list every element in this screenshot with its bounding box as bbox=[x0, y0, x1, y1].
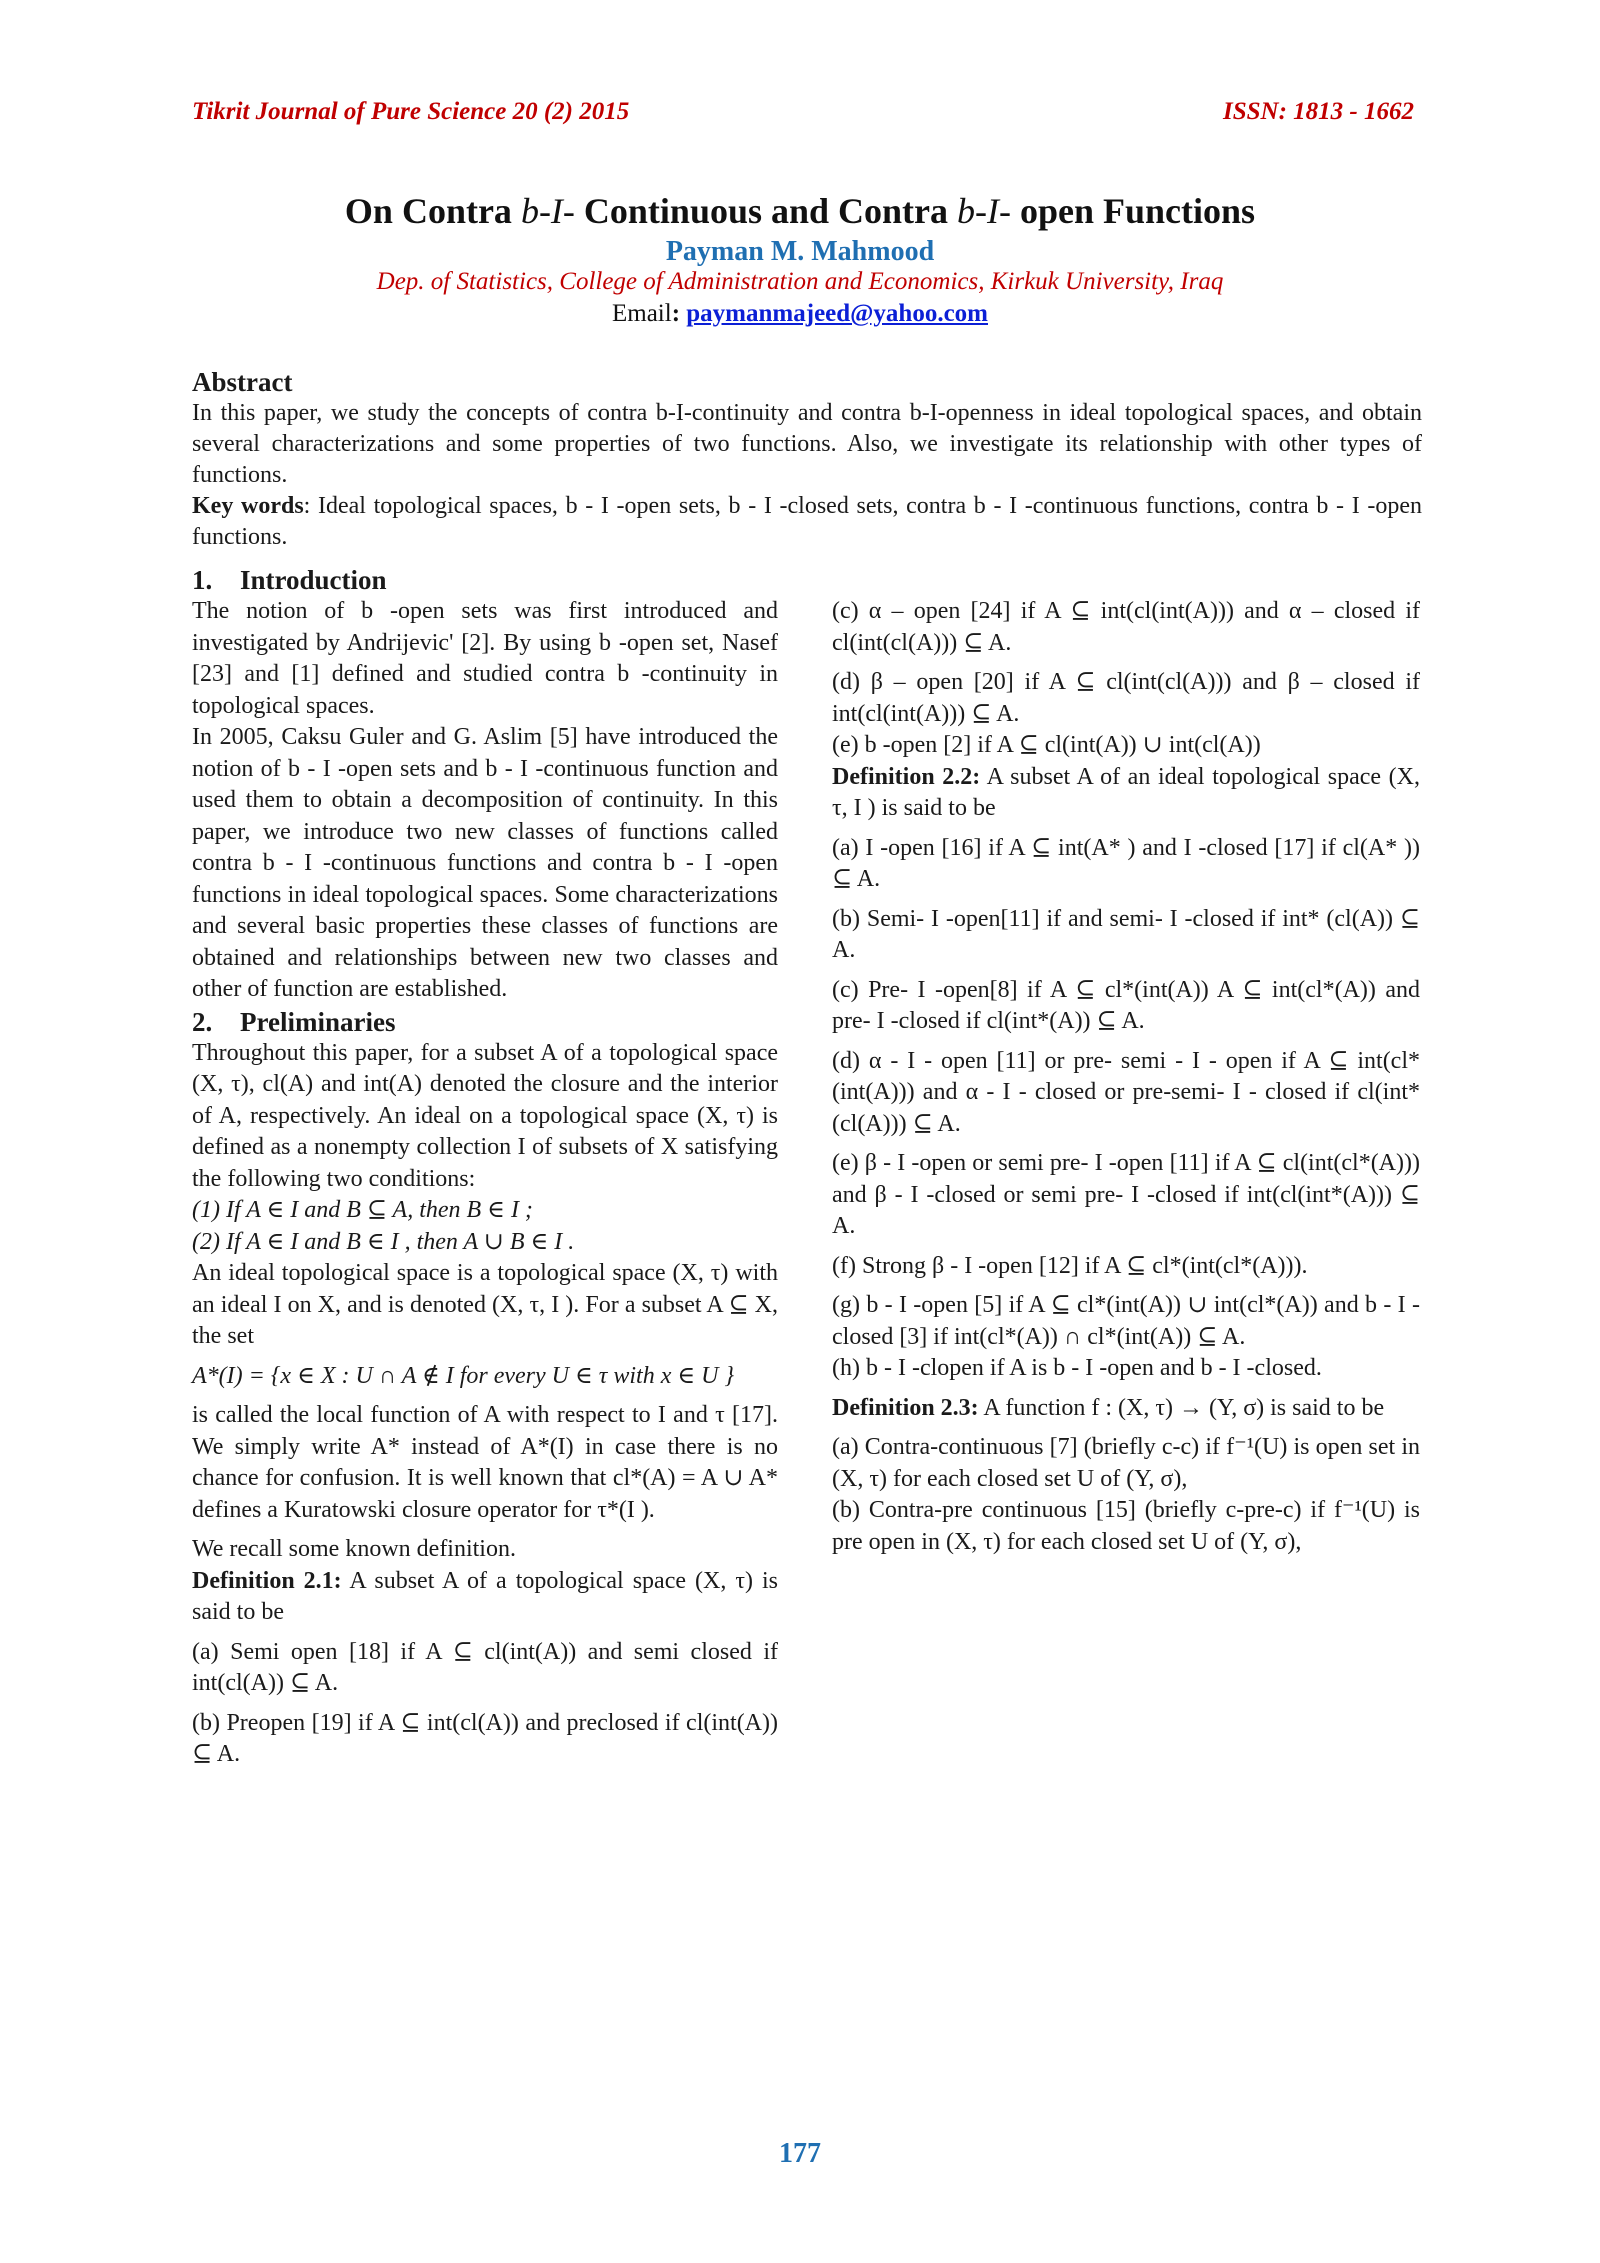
page-number: 177 bbox=[779, 2138, 821, 2169]
title-part: On Contra bbox=[344, 191, 521, 231]
intro-paragraph-2: In 2005, Caksu Guler and G. Aslim [5] have introduced the notion of b - I -open sets and b - I -continuous function and used them to obtain a decomposition of continuity. In this paper, we introduce two new classes of functions called contra b - I -continuous functions and contra b - I -open functions in ideal topological spaces. Some characterizations and several basic properties these classes of functions are obtained and relationships between new two classes and other of function are established. bbox=[192, 724, 778, 1002]
abstract-heading: Abstract bbox=[192, 367, 293, 397]
email-label: Email bbox=[611, 300, 672, 327]
definition-label: Definition 2.2: bbox=[832, 763, 981, 790]
title-part-math: b-I- bbox=[520, 191, 575, 231]
definition-text: A function f : (X, τ) → (Y, σ) is said to be bbox=[978, 1394, 1385, 1421]
affiliation: Dep. of Statistics, College of Administration and Economics, Kirkuk University, Iraq bbox=[376, 268, 1224, 295]
def21-item-c: (c) α – open [24] if A ⊆ int(cl(int(A))) and α – closed if cl(int(cl(A))) ⊆ A. bbox=[832, 598, 1420, 656]
def22-item-c: (c) Pre- I -open[8] if A ⊆ cl*(int(A)) A ⊆ int(cl*(A)) and pre- I -closed if cl(int*(A)) ⊆ A. bbox=[832, 976, 1420, 1034]
section-title: Preliminaries bbox=[240, 1006, 396, 1037]
def23-item-a: (a) Contra-continuous [7] (briefly c-c) if f⁻¹(U) is open set in (X, τ) for each closed set U of (Y, σ), bbox=[832, 1434, 1420, 1492]
title-part: open Functions bbox=[1011, 191, 1256, 231]
def22-item-h: (h) b - I -clopen if A is b - I -open and b - I -closed. bbox=[832, 1355, 1322, 1381]
left-column bbox=[192, 564, 778, 1771]
definition-2-3 bbox=[832, 1393, 1420, 1425]
right-column bbox=[832, 596, 1420, 1558]
local-function-formula: A*(I) = {x ∈ X : U ∩ A ∉ I for every U ∈ τ with x ∈ U } bbox=[192, 1362, 735, 1389]
def22-item-d: (d) α - I - open [11] or pre- semi - I - open if A ⊆ int(cl*(int(A))) and α - I - closed or pre-semi- I - closed if cl(int*(cl(A))) ⊆ A. bbox=[832, 1047, 1420, 1137]
email-link[interactable]: paymanmajeed@yahoo.com bbox=[686, 300, 988, 327]
title-part: Continuous and Contra bbox=[574, 191, 958, 231]
email-line bbox=[0, 300, 1600, 328]
prelim-paragraph-2: An ideal topological space is a topological space (X, τ) with an ideal I on X, and is denoted (X, τ, I ). For a subset A ⊆ X, the set bbox=[192, 1260, 778, 1349]
def22-item-f: (f) Strong β - I -open [12] if A ⊆ cl*(int(cl*(A))). bbox=[832, 1252, 1308, 1279]
journal-running-head: Tikrit Journal of Pure Science 20 (2) 2015 bbox=[192, 98, 630, 125]
keywords bbox=[192, 491, 1422, 553]
keywords-label: Key words bbox=[192, 493, 304, 519]
email-sep: : bbox=[671, 300, 687, 327]
def23-item-b: (b) Contra-pre continuous [15] (briefly c-pre-c) if f⁻¹(U) is pre open in (X, τ) for each closed set U of (Y, σ), bbox=[832, 1497, 1420, 1555]
paper-title bbox=[0, 190, 1600, 232]
section-heading-introduction bbox=[192, 564, 778, 596]
def21-item-a: (a) Semi open [18] if A ⊆ cl(int(A)) and semi closed if int(cl(A)) ⊆ A. bbox=[192, 1638, 778, 1696]
definition-text: A subset A of a topological space (X, τ) is said to be bbox=[192, 1567, 778, 1625]
section-title: Introduction bbox=[240, 565, 387, 595]
keywords-text: : Ideal topological spaces, b - I -open sets, b - I -closed sets, contra b - I -continuous functions, contra b - I -open functions. bbox=[192, 493, 1422, 550]
definition-label: Definition 2.3: bbox=[832, 1394, 979, 1421]
section-heading-preliminaries bbox=[192, 1006, 778, 1038]
def22-item-g: (g) b - I -open [5] if A ⊆ cl*(int(A)) ∪ int(cl*(A)) and b - I -closed [3] if int(cl*(A)) ∩ cl*(int(A)) ⊆ A. bbox=[832, 1292, 1420, 1350]
definition-text: A subset A of an ideal topological space (X, τ, I ) is said to be bbox=[832, 763, 1421, 821]
abstract-text: In this paper, we study the concepts of contra b-I-continuity and contra b-I-openness in ideal topological spaces, and obtain several characterizations and some properties of two functions. Also, we investigate its relationship with other types of functions. bbox=[192, 400, 1422, 488]
def22-item-e: (e) β - I -open or semi pre- I -open [11] if A ⊆ cl(int(cl*(A))) and β - I -closed or semi pre- I -closed if int(cl(int*(A))) ⊆ A. bbox=[832, 1150, 1420, 1239]
def21-item-d: (d) β – open [20] if A ⊆ cl(int(cl(A))) and β – closed if int(cl(int(A))) ⊆ A. bbox=[832, 669, 1420, 727]
def22-item-b: (b) Semi- I -open[11] if and semi- I -closed if int* (cl(A)) ⊆ A. bbox=[832, 905, 1420, 963]
def21-item-e: (e) b -open [2] if A ⊆ cl(int(A)) ∪ int(cl(A)) bbox=[832, 732, 1261, 758]
issn-running-head: ISSN: 1813 - 1662 bbox=[1223, 98, 1414, 125]
definition-2-1 bbox=[192, 1566, 778, 1629]
abstract-section bbox=[192, 366, 1422, 553]
intro-paragraph-1: The notion of b -open sets was first introduced and investigated by Andrijevic' [2]. By using b -open set, Nasef [23] and [1] defined and studied contra b -continuity in topological spaces. bbox=[192, 598, 778, 719]
ideal-condition-2: (2) If A ∈ I and B ∈ I , then A ∪ B ∈ I . bbox=[192, 1228, 575, 1255]
definition-label: Definition 2.1: bbox=[192, 1567, 342, 1594]
def22-item-a: (a) I -open [16] if A ⊆ int(A* ) and I -closed [17] if cl(A* )) ⊆ A. bbox=[832, 834, 1420, 892]
prelim-paragraph-4: We recall some known definition. bbox=[192, 1536, 516, 1562]
prelim-paragraph-3: is called the local function of A with respect to I and τ [17]. We simply write A* instead of A*(I) in case there is no chance for confusion. It is well known that cl*(A) = A ∪ A* defines a Kuratowski closure operator for τ*(I ). bbox=[192, 1402, 778, 1523]
definition-2-2 bbox=[832, 762, 1420, 825]
prelim-paragraph-1: Throughout this paper, for a subset A of a topological space (X, τ), cl(A) and int(A) denoted the closure and the interior of A, respectively. An ideal on a topological space (X, τ) is defined as a nonempty collection I of subsets of X satisfying the following two conditions: bbox=[192, 1039, 778, 1192]
section-number: 1. bbox=[192, 565, 213, 595]
author-name: Payman M. Mahmood bbox=[665, 236, 935, 267]
def21-item-b: (b) Preopen [19] if A ⊆ int(cl(A)) and preclosed if cl(int(A)) ⊆ A. bbox=[192, 1709, 778, 1767]
title-part-math: b-I- bbox=[957, 191, 1011, 231]
ideal-condition-1: (1) If A ∈ I and B ⊆ A, then B ∈ I ; bbox=[192, 1197, 533, 1223]
section-number: 2. bbox=[192, 1006, 213, 1037]
